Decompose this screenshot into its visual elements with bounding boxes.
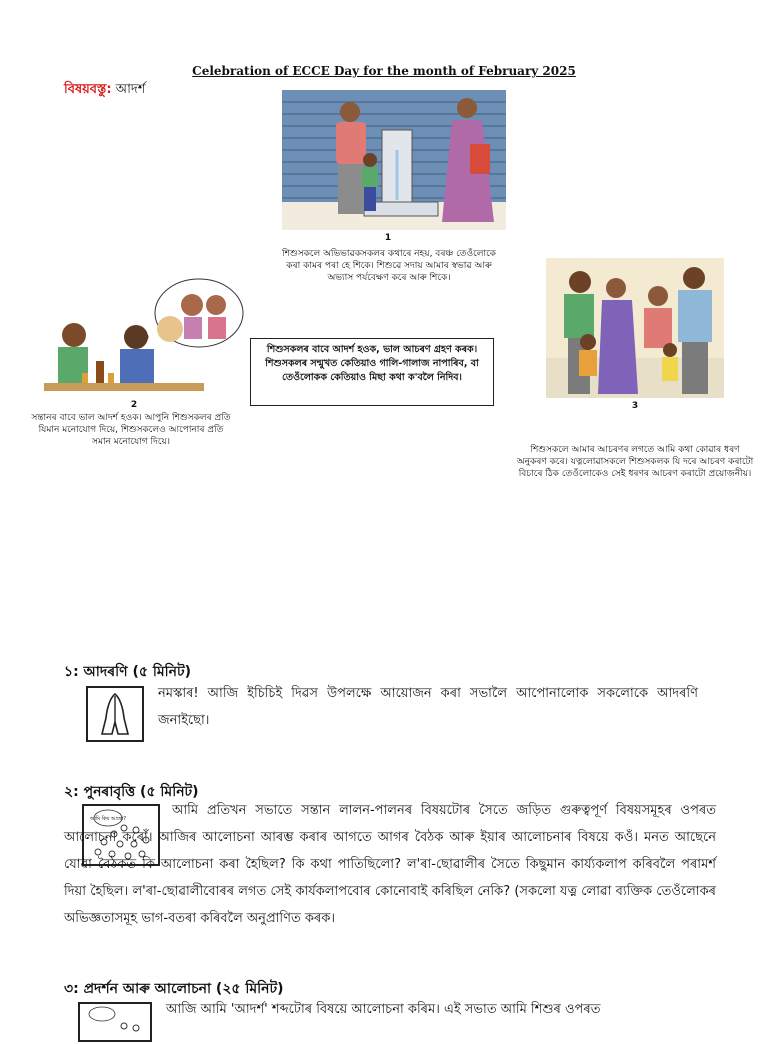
picture-number-2: 2 bbox=[130, 400, 138, 410]
topic-line bbox=[64, 80, 145, 101]
picture-number-1: 1 bbox=[384, 233, 392, 243]
key-message-box: শিশুসকলৰ বাবে আদৰ্শ হওক, ভাল আচৰণ গ্ৰহণ কৰক। শিশুসকলৰ সন্মুখত কেতিয়াও গালি-গালাজ নাপাৰিব, বা তেওঁলোকক কেতিয়াও মিছা কথা ক'বলৈ নিদিব। bbox=[250, 338, 494, 406]
section-body-recap: আমি প্ৰতিখন সভাতে সন্তান লালন-পালনৰ বিষয়টোৰ সৈতে জড়িত গুৰুত্বপূৰ্ণ বিষয়সমূহৰ ওপৰত আলোচনা কৰোঁ। আজিৰ আলোচনা আৰম্ভ কৰাৰ আগতে আগৰ বৈঠক আৰু ইয়াৰ আলোচনাৰ বিষয়ে কওঁ। মনত আছেনে যোৱা বৈঠকত কি আলোচনা কৰা হৈছিল? কি কথা পাতিছিলো? ল'ৰা-ছোৱালীৰ সৈতে কিছুমান কাৰ্য্যকলাপ কৰিবলৈ পৰামৰ্শ দিয়া হৈছিল। ল'ৰা-ছোৱালীবোৰৰ লগত সেই কাৰ্যকলাপবোৰ কোনোবাই কৰিছিল নেকি? (সকলো যত্ন লোৱা ব্যক্তিক তেওঁলোকৰ অভিজ্ঞতাসমূহ ভাগ-বতৰা কৰিবলৈ অনুপ্ৰাণিত কৰক। bbox=[64, 803, 716, 926]
picture-caption-1: শিশুসকলে অভিভাৱকসকলৰ কথাৰে নহয়, বৰঞ্চ তেওঁলোকে কৰা কামৰ পৰা হে শিকে। শিশুৱে সদায় আমাৰ স্বভাৱ আৰু অভ্যাস পৰ্যবেক্ষণ কৰে আৰু শিকে। bbox=[282, 249, 496, 283]
section-heading-recap: ২: পুনৰাবৃত্তি (৫ মিনিট) bbox=[64, 784, 199, 800]
illustration-father-bad-habit bbox=[44, 275, 244, 397]
section-heading-demonstration: ৩: প্ৰদৰ্শন আৰু আলোচনা (২৫ মিনিট) bbox=[64, 981, 284, 997]
bubble-text: আমি কিয় আছো? bbox=[89, 816, 127, 822]
illustration-family-talking bbox=[546, 258, 724, 398]
picture-number-3: 3 bbox=[631, 401, 639, 411]
section-body-demonstration: আজি আমি 'আদৰ্শ' শব্দটোৰ বিষয়ে আলোচনা কৰিম। এই সভাত আমি শিশুৰ ওপৰত bbox=[166, 1002, 601, 1017]
picture-caption-2: সন্তানৰ বাবে ভাল আদৰ্শ হওক। আপুনি শিশুসকলৰ প্ৰতি যিমান মনোযোগ দিয়ে, শিশুসকলেও আপোনাৰ প্ৰতি সমান মনোযোগ দিয়ে। bbox=[31, 413, 231, 447]
illustration-handwashing bbox=[282, 90, 506, 230]
picture-caption-3: শিশুসকলে আমাৰ আচৰণৰ লগতে আমি কথা কোৱাৰ ধৰণ অনুকৰণ কৰে। যত্নলোৱাসকলে শিশুসকলক যি দৰে আচৰণ কৰাটো বিচাৰে ঠিক তেওঁলোকেও সেই ধৰণৰ আচৰণ কৰাটো প্ৰয়োজনীয়। bbox=[516, 445, 754, 479]
namaste-icon bbox=[86, 686, 144, 742]
page-title: Celebration of ECCE Day for the month of February 2025 bbox=[192, 64, 576, 78]
section-body-greeting: নমস্কাৰ! আজি ইচিচিই দিৱস উপলক্ষে আয়োজন কৰা সভালৈ আপোনালোক সকলোকে আদৰণি জনাইছো। bbox=[158, 686, 698, 728]
section-heading-greeting: ১: আদৰণি (৫ মিনিট) bbox=[64, 664, 191, 680]
topic-label: বিষয়বস্তু: bbox=[64, 82, 112, 97]
topic-value: আদৰ্শ bbox=[115, 82, 146, 97]
discussion-icon bbox=[78, 1002, 152, 1042]
